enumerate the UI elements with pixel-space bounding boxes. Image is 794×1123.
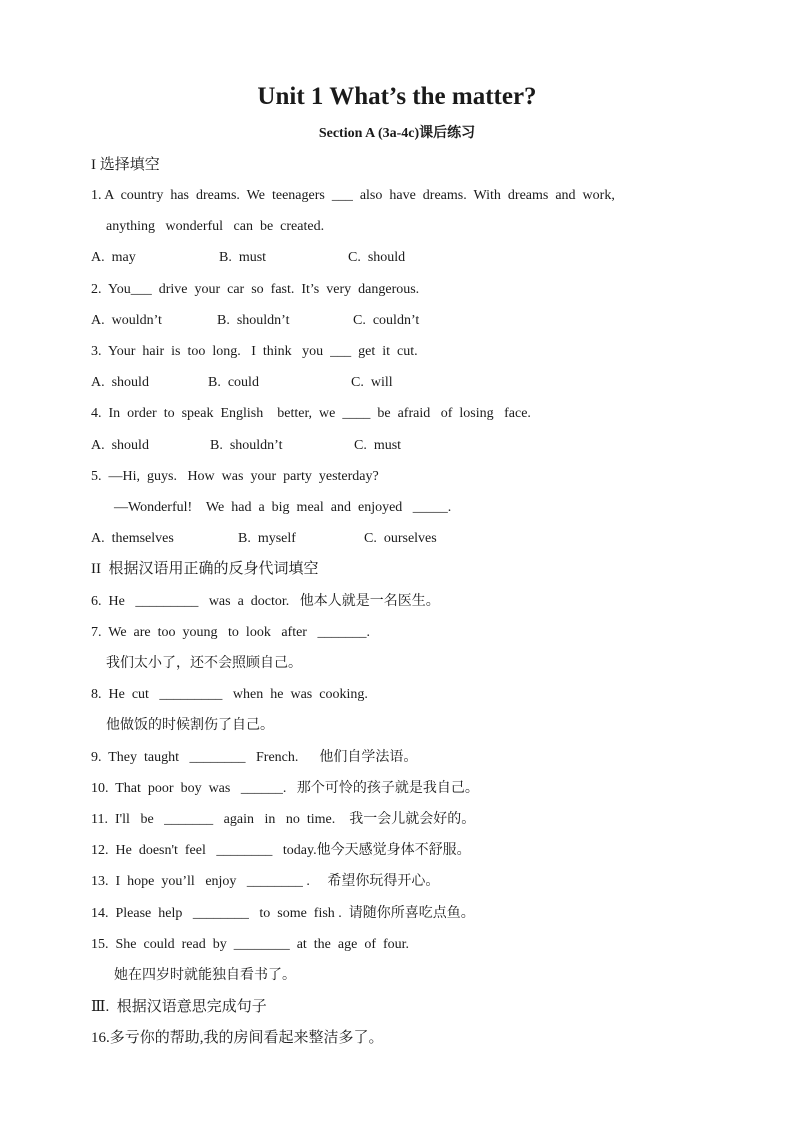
question-8-chinese: 他做饭的时候割伤了自己。: [106, 718, 274, 733]
question-15-english: 15. She could read by ________ at the age of four.: [91, 937, 410, 952]
question-4-option-c: C. must: [354, 438, 402, 453]
question-12: 12. He doesn't feel ________ today.他今天感觉身体不舒服。: [91, 843, 471, 858]
question-5-line-2: —Wonderful! We had a big meal and enjoyed _____.: [114, 500, 452, 515]
question-16: 16.多亏你的帮助,我的房间看起来整洁多了。: [91, 1030, 384, 1046]
question-9: 9. They taught ________ French. 他们自学法语。: [91, 750, 418, 765]
question-5-line-1: 5. —Hi, guys. How was your party yesterday?: [91, 469, 379, 484]
question-1-option-b: B. must: [219, 250, 267, 265]
section-2-heading: II 根据汉语用正确的反身代词填空: [91, 561, 319, 577]
question-4-option-b: B. shouldn’t: [210, 438, 283, 453]
question-15-chinese: 她在四岁时就能独自看书了。: [114, 968, 296, 983]
question-14: 14. Please help ________ to some fish . 请随你所喜吃点鱼。: [91, 906, 475, 921]
question-1-line-1: 1. A country has dreams. We teenagers ___ also have dreams. With dreams and work,: [91, 188, 615, 203]
question-3-option-a: A. should: [91, 375, 149, 390]
question-5-option-c: C. ourselves: [364, 531, 437, 546]
page-title: Unit 1 What’s the matter?: [257, 83, 537, 110]
question-11: 11. I'll be _______ again in no time. 我一会儿就会好的。: [91, 812, 476, 827]
question-13: 13. I hope you’ll enjoy ________ . 希望你玩得开心。: [91, 874, 440, 889]
question-2-option-a: A. wouldn’t: [91, 313, 162, 328]
question-7-english: 7. We are too young to look after _______.: [91, 625, 370, 640]
question-1-option-c: C. should: [348, 250, 406, 265]
question-3-option-b: B. could: [208, 375, 259, 390]
section-3-heading: Ⅲ. 根据汉语意思完成句子: [91, 999, 267, 1015]
question-2-line-1: 2. You___ drive your car so fast. It’s very dangerous.: [91, 282, 420, 297]
question-5-option-a: A. themselves: [91, 531, 174, 546]
question-10: 10. That poor boy was ______. 那个可怜的孩子就是我自己。: [91, 781, 479, 796]
question-4-option-a: A. should: [91, 438, 149, 453]
question-5-option-b: B. myself: [238, 531, 296, 546]
question-2-option-b: B. shouldn’t: [217, 313, 290, 328]
question-1-option-a: A. may: [91, 250, 136, 265]
question-3-option-c: C. will: [351, 375, 393, 390]
question-1-line-2: anything wonderful can be created.: [106, 219, 325, 234]
section-1-heading: I 选择填空: [91, 157, 160, 173]
question-4-line-1: 4. In order to speak English better, we ____ be afraid of losing face.: [91, 406, 531, 421]
question-8-english: 8. He cut _________ when he was cooking.: [91, 687, 368, 702]
question-3-line-1: 3. Your hair is too long. I think you ___ get it cut.: [91, 344, 418, 359]
question-7-chinese: 我们太小了，还不会照顾自己。: [106, 656, 302, 671]
question-6: 6. He _________ was a doctor. 他本人就是一名医生。: [91, 594, 440, 609]
question-2-option-c: C. couldn’t: [353, 313, 420, 328]
page-subtitle: Section A (3a-4c)课后练习: [318, 126, 476, 141]
